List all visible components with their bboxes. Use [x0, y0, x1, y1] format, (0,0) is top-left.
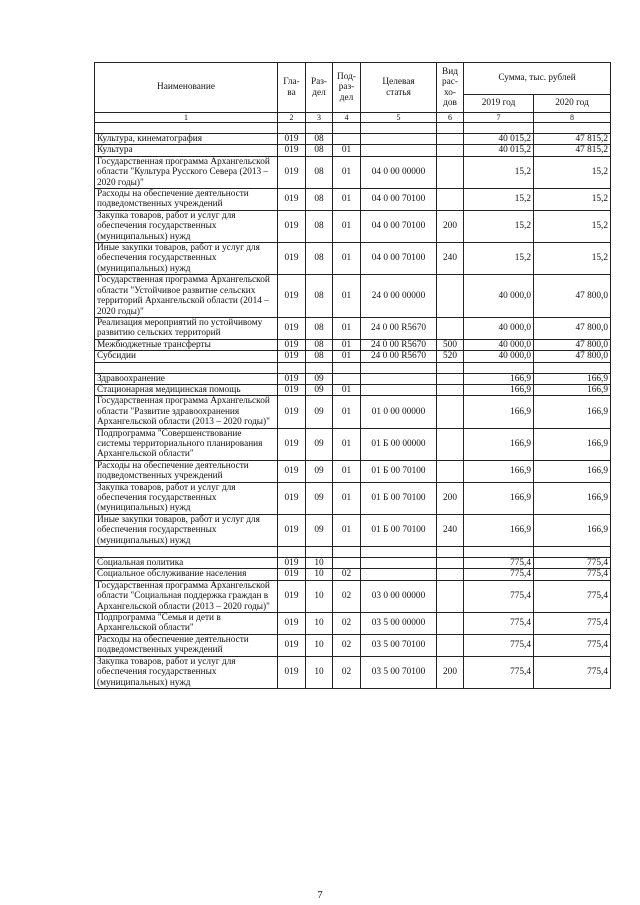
cell-podrazdel [333, 373, 361, 384]
cell-expense-type: 240 [437, 243, 464, 275]
cell-target-article [361, 384, 437, 395]
cell-podrazdel: 01 [333, 514, 361, 546]
table-row [95, 384, 611, 395]
budget-table [94, 62, 611, 689]
cell-expense-type [437, 634, 464, 656]
cell-name: Социальная политика [95, 558, 278, 569]
cell-sum-2020: 47 800,0 [534, 351, 611, 362]
cell-glava: 019 [278, 569, 306, 580]
cell-expense-type [437, 317, 464, 339]
cell-razdel: 09 [306, 373, 333, 384]
cell-expense-type [437, 580, 464, 612]
blank-cell [278, 362, 306, 373]
header-expense-type: Вид рас- хо- дов [437, 63, 464, 113]
cell-sum-2020: 166,9 [534, 428, 611, 460]
cell-name: Субсидии [95, 351, 278, 362]
cell-razdel: 10 [306, 656, 333, 688]
cell-sum-2019: 40 000,0 [464, 317, 534, 339]
table-row [95, 656, 611, 688]
table-row [95, 558, 611, 569]
cell-sum-2020: 775,4 [534, 613, 611, 635]
cell-razdel: 10 [306, 613, 333, 635]
cell-glava: 019 [278, 613, 306, 635]
cell-target-article: 24 0 00 R5670 [361, 317, 437, 339]
cell-podrazdel: 02 [333, 613, 361, 635]
blank-row [95, 362, 611, 373]
cell-target-article [361, 145, 437, 156]
cell-sum-2020: 47 800,0 [534, 339, 611, 350]
cell-target-article: 01 Б 00 70100 [361, 460, 437, 482]
cell-sum-2020: 166,9 [534, 514, 611, 546]
cell-razdel: 10 [306, 580, 333, 612]
cell-sum-2019: 775,4 [464, 558, 534, 569]
cell-sum-2020: 166,9 [534, 460, 611, 482]
cell-name: Расходы на обеспечение деятельности подведомственных учреждений [95, 189, 278, 211]
blank-cell [464, 362, 534, 373]
cell-name: Государственная программа Архангельской области "Развитие здравоохранения Архангельской области (2013 – 2020 годы)" [95, 396, 278, 428]
cell-expense-type [437, 134, 464, 145]
cell-podrazdel: 01 [333, 210, 361, 242]
table-row [95, 514, 611, 546]
cell-target-article: 01 0 00 00000 [361, 396, 437, 428]
blank-cell [333, 547, 361, 558]
column-index: 2 [278, 113, 306, 123]
cell-sum-2019: 15,2 [464, 189, 534, 211]
cell-target-article: 03 5 00 00000 [361, 613, 437, 635]
cell-sum-2020: 775,4 [534, 634, 611, 656]
cell-glava: 019 [278, 428, 306, 460]
blank-cell [534, 547, 611, 558]
page-number: 7 [317, 889, 323, 901]
cell-name: Культура, кинематография [95, 134, 278, 145]
cell-sum-2019: 40 000,0 [464, 339, 534, 350]
table-row [95, 317, 611, 339]
cell-podrazdel: 01 [333, 384, 361, 395]
cell-target-article: 24 0 00 R5670 [361, 351, 437, 362]
cell-target-article: 01 Б 00 70100 [361, 482, 437, 514]
cell-glava: 019 [278, 275, 306, 318]
cell-sum-2020: 775,4 [534, 558, 611, 569]
cell-target-article: 04 0 00 70100 [361, 189, 437, 211]
column-index: 3 [306, 113, 333, 123]
header-name: Наименование [95, 63, 278, 113]
cell-podrazdel: 01 [333, 243, 361, 275]
cell-name: Государственная программа Архангельской области "Культура Русского Севера (2013 – 2020 годы)" [95, 156, 278, 188]
cell-sum-2020: 775,4 [534, 656, 611, 688]
cell-razdel: 10 [306, 634, 333, 656]
header-sum: Сумма, тыс. рублей [464, 63, 611, 95]
blank-cell [437, 547, 464, 558]
cell-razdel: 08 [306, 156, 333, 188]
table-row [95, 634, 611, 656]
cell-name: Подпрограмма "Совершенствование системы территориального планирования Архангельской области" [95, 428, 278, 460]
header-glava: Гла- ва [278, 63, 306, 113]
cell-name: Стационарная медицинская помощь [95, 384, 278, 395]
cell-glava: 019 [278, 482, 306, 514]
cell-target-article: 03 0 00 00000 [361, 580, 437, 612]
cell-target-article: 04 0 00 00000 [361, 156, 437, 188]
cell-podrazdel: 01 [333, 482, 361, 514]
table-row [95, 351, 611, 362]
cell-glava: 019 [278, 189, 306, 211]
cell-expense-type: 520 [437, 351, 464, 362]
cell-glava: 019 [278, 243, 306, 275]
blank-cell [437, 123, 464, 134]
table-row [95, 275, 611, 318]
column-index: 8 [534, 113, 611, 123]
cell-glava: 019 [278, 514, 306, 546]
cell-podrazdel: 02 [333, 656, 361, 688]
cell-glava: 019 [278, 210, 306, 242]
column-index: 4 [333, 113, 361, 123]
cell-razdel: 09 [306, 460, 333, 482]
cell-podrazdel: 02 [333, 634, 361, 656]
cell-sum-2020: 15,2 [534, 210, 611, 242]
cell-podrazdel: 01 [333, 317, 361, 339]
cell-sum-2020: 47 800,0 [534, 275, 611, 318]
cell-razdel: 08 [306, 134, 333, 145]
cell-podrazdel: 01 [333, 339, 361, 350]
cell-podrazdel: 01 [333, 460, 361, 482]
cell-sum-2020: 166,9 [534, 373, 611, 384]
cell-name: Социальное обслуживание населения [95, 569, 278, 580]
cell-expense-type [437, 373, 464, 384]
table-row [95, 189, 611, 211]
cell-target-article: 01 Б 00 00000 [361, 428, 437, 460]
cell-sum-2019: 166,9 [464, 396, 534, 428]
blank-row [95, 547, 611, 558]
cell-sum-2019: 166,9 [464, 384, 534, 395]
cell-razdel: 10 [306, 558, 333, 569]
column-index: 1 [95, 113, 278, 123]
cell-expense-type: 240 [437, 514, 464, 546]
cell-podrazdel: 01 [333, 145, 361, 156]
blank-cell [95, 123, 278, 134]
cell-expense-type: 200 [437, 482, 464, 514]
cell-sum-2019: 40 015,2 [464, 134, 534, 145]
cell-sum-2020: 166,9 [534, 482, 611, 514]
blank-cell [534, 362, 611, 373]
cell-sum-2020: 166,9 [534, 396, 611, 428]
blank-cell [333, 362, 361, 373]
cell-glava: 019 [278, 656, 306, 688]
cell-name: Закупка товаров, работ и услуг для обеспечения государственных (муниципальных) нужд [95, 482, 278, 514]
cell-razdel: 10 [306, 569, 333, 580]
cell-glava: 019 [278, 634, 306, 656]
cell-name: Расходы на обеспечение деятельности подведомственных учреждений [95, 634, 278, 656]
cell-glava: 019 [278, 558, 306, 569]
cell-sum-2019: 166,9 [464, 482, 534, 514]
cell-sum-2019: 166,9 [464, 460, 534, 482]
table-row [95, 569, 611, 580]
cell-sum-2019: 166,9 [464, 428, 534, 460]
cell-name: Государственная программа Архангельской области "Устойчивое развитие сельских территорий Архангельской области (2014 – 2020 годы)" [95, 275, 278, 318]
cell-sum-2020: 47 815,2 [534, 134, 611, 145]
cell-name: Расходы на обеспечение деятельности подведомственных учреждений [95, 460, 278, 482]
cell-sum-2020: 47 815,2 [534, 145, 611, 156]
cell-sum-2019: 15,2 [464, 156, 534, 188]
blank-cell [437, 362, 464, 373]
cell-target-article [361, 569, 437, 580]
table-row [95, 210, 611, 242]
cell-target-article: 01 Б 00 70100 [361, 514, 437, 546]
cell-podrazdel: 01 [333, 351, 361, 362]
cell-glava: 019 [278, 384, 306, 395]
header-razdel: Раз- дел [306, 63, 333, 113]
blank-cell [464, 123, 534, 134]
cell-target-article: 03 5 00 70100 [361, 656, 437, 688]
cell-razdel: 09 [306, 384, 333, 395]
cell-expense-type [437, 613, 464, 635]
cell-expense-type [437, 558, 464, 569]
cell-sum-2019: 775,4 [464, 634, 534, 656]
cell-name: Закупка товаров, работ и услуг для обеспечения государственных (муниципальных) нужд [95, 210, 278, 242]
blank-cell [361, 362, 437, 373]
cell-name: Подпрограмма "Семья и дети в Архангельской области" [95, 613, 278, 635]
cell-target-article [361, 373, 437, 384]
cell-sum-2019: 775,4 [464, 613, 534, 635]
cell-podrazdel: 02 [333, 580, 361, 612]
cell-expense-type [437, 189, 464, 211]
cell-target-article: 04 0 00 70100 [361, 210, 437, 242]
blank-cell [361, 123, 437, 134]
header-year-2020: 2020 год [534, 95, 611, 113]
header-target-article: Целевая статья [361, 63, 437, 113]
cell-podrazdel [333, 134, 361, 145]
cell-razdel: 09 [306, 514, 333, 546]
table-row [95, 373, 611, 384]
cell-podrazdel: 02 [333, 569, 361, 580]
cell-name: Межбюджетные трансферты [95, 339, 278, 350]
cell-sum-2020: 15,2 [534, 243, 611, 275]
cell-glava: 019 [278, 351, 306, 362]
cell-expense-type [437, 569, 464, 580]
cell-sum-2019: 15,2 [464, 210, 534, 242]
table-row [95, 580, 611, 612]
cell-razdel: 09 [306, 396, 333, 428]
cell-sum-2020: 166,9 [534, 384, 611, 395]
blank-row [95, 123, 611, 134]
cell-expense-type: 500 [437, 339, 464, 350]
table-row [95, 134, 611, 145]
blank-cell [464, 547, 534, 558]
cell-sum-2020: 15,2 [534, 189, 611, 211]
cell-sum-2019: 775,4 [464, 580, 534, 612]
header-year-2019: 2019 год [464, 95, 534, 113]
cell-glava: 019 [278, 580, 306, 612]
cell-razdel: 08 [306, 275, 333, 318]
cell-razdel: 08 [306, 210, 333, 242]
cell-podrazdel [333, 558, 361, 569]
table-row [95, 339, 611, 350]
cell-razdel: 08 [306, 243, 333, 275]
table-row [95, 145, 611, 156]
cell-podrazdel: 01 [333, 156, 361, 188]
cell-podrazdel: 01 [333, 396, 361, 428]
cell-target-article: 04 0 00 70100 [361, 243, 437, 275]
blank-cell [95, 362, 278, 373]
cell-razdel: 08 [306, 317, 333, 339]
cell-target-article: 24 0 00 00000 [361, 275, 437, 318]
table-row [95, 156, 611, 188]
column-index-row [95, 113, 611, 123]
cell-name: Здравоохранение [95, 373, 278, 384]
cell-expense-type: 200 [437, 210, 464, 242]
blank-cell [278, 547, 306, 558]
cell-glava: 019 [278, 317, 306, 339]
cell-sum-2019: 775,4 [464, 569, 534, 580]
cell-sum-2020: 775,4 [534, 580, 611, 612]
cell-sum-2019: 166,9 [464, 373, 534, 384]
cell-sum-2019: 40 000,0 [464, 351, 534, 362]
cell-target-article [361, 134, 437, 145]
cell-expense-type: 200 [437, 656, 464, 688]
cell-name: Закупка товаров, работ и услуг для обеспечения государственных (муниципальных) нужд [95, 656, 278, 688]
cell-glava: 019 [278, 373, 306, 384]
cell-sum-2019: 40 015,2 [464, 145, 534, 156]
cell-name: Культура [95, 145, 278, 156]
cell-expense-type [437, 460, 464, 482]
blank-cell [278, 123, 306, 134]
cell-sum-2020: 15,2 [534, 156, 611, 188]
cell-expense-type [437, 275, 464, 318]
cell-glava: 019 [278, 460, 306, 482]
cell-razdel: 08 [306, 145, 333, 156]
blank-cell [95, 547, 278, 558]
cell-sum-2019: 166,9 [464, 514, 534, 546]
cell-podrazdel: 01 [333, 189, 361, 211]
cell-sum-2019: 775,4 [464, 656, 534, 688]
cell-razdel: 08 [306, 339, 333, 350]
cell-target-article [361, 558, 437, 569]
cell-name: Государственная программа Архангельской области "Социальная поддержка граждан в Архангельской области (2013 – 2020 годы)" [95, 580, 278, 612]
column-index: 7 [464, 113, 534, 123]
blank-cell [306, 123, 333, 134]
cell-name: Иные закупки товаров, работ и услуг для обеспечения государственных (муниципальных) нужд [95, 514, 278, 546]
cell-expense-type [437, 428, 464, 460]
cell-razdel: 08 [306, 189, 333, 211]
blank-cell [306, 547, 333, 558]
table-row [95, 613, 611, 635]
cell-glava: 019 [278, 396, 306, 428]
cell-glava: 019 [278, 134, 306, 145]
blank-cell [306, 362, 333, 373]
table-row [95, 243, 611, 275]
table-row [95, 460, 611, 482]
cell-sum-2020: 47 800,0 [534, 317, 611, 339]
cell-expense-type [437, 145, 464, 156]
cell-glava: 019 [278, 156, 306, 188]
cell-sum-2019: 40 000,0 [464, 275, 534, 318]
cell-glava: 019 [278, 145, 306, 156]
cell-expense-type [437, 156, 464, 188]
cell-razdel: 09 [306, 482, 333, 514]
cell-expense-type [437, 396, 464, 428]
table-row [95, 482, 611, 514]
cell-podrazdel: 01 [333, 275, 361, 318]
cell-razdel: 09 [306, 428, 333, 460]
cell-expense-type [437, 384, 464, 395]
cell-name: Иные закупки товаров, работ и услуг для обеспечения государственных (муниципальных) нужд [95, 243, 278, 275]
cell-sum-2019: 15,2 [464, 243, 534, 275]
column-index: 6 [437, 113, 464, 123]
cell-target-article: 24 0 00 R5670 [361, 339, 437, 350]
blank-cell [333, 123, 361, 134]
table-row [95, 428, 611, 460]
cell-razdel: 08 [306, 351, 333, 362]
header-podrazdel: Под- раз- дел [333, 63, 361, 113]
cell-name: Реализация мероприятий по устойчивому развитию сельских территорий [95, 317, 278, 339]
blank-cell [361, 547, 437, 558]
column-index: 5 [361, 113, 437, 123]
cell-sum-2020: 775,4 [534, 569, 611, 580]
blank-cell [534, 123, 611, 134]
cell-target-article: 03 5 00 70100 [361, 634, 437, 656]
cell-glava: 019 [278, 339, 306, 350]
table-row [95, 396, 611, 428]
cell-podrazdel: 01 [333, 428, 361, 460]
